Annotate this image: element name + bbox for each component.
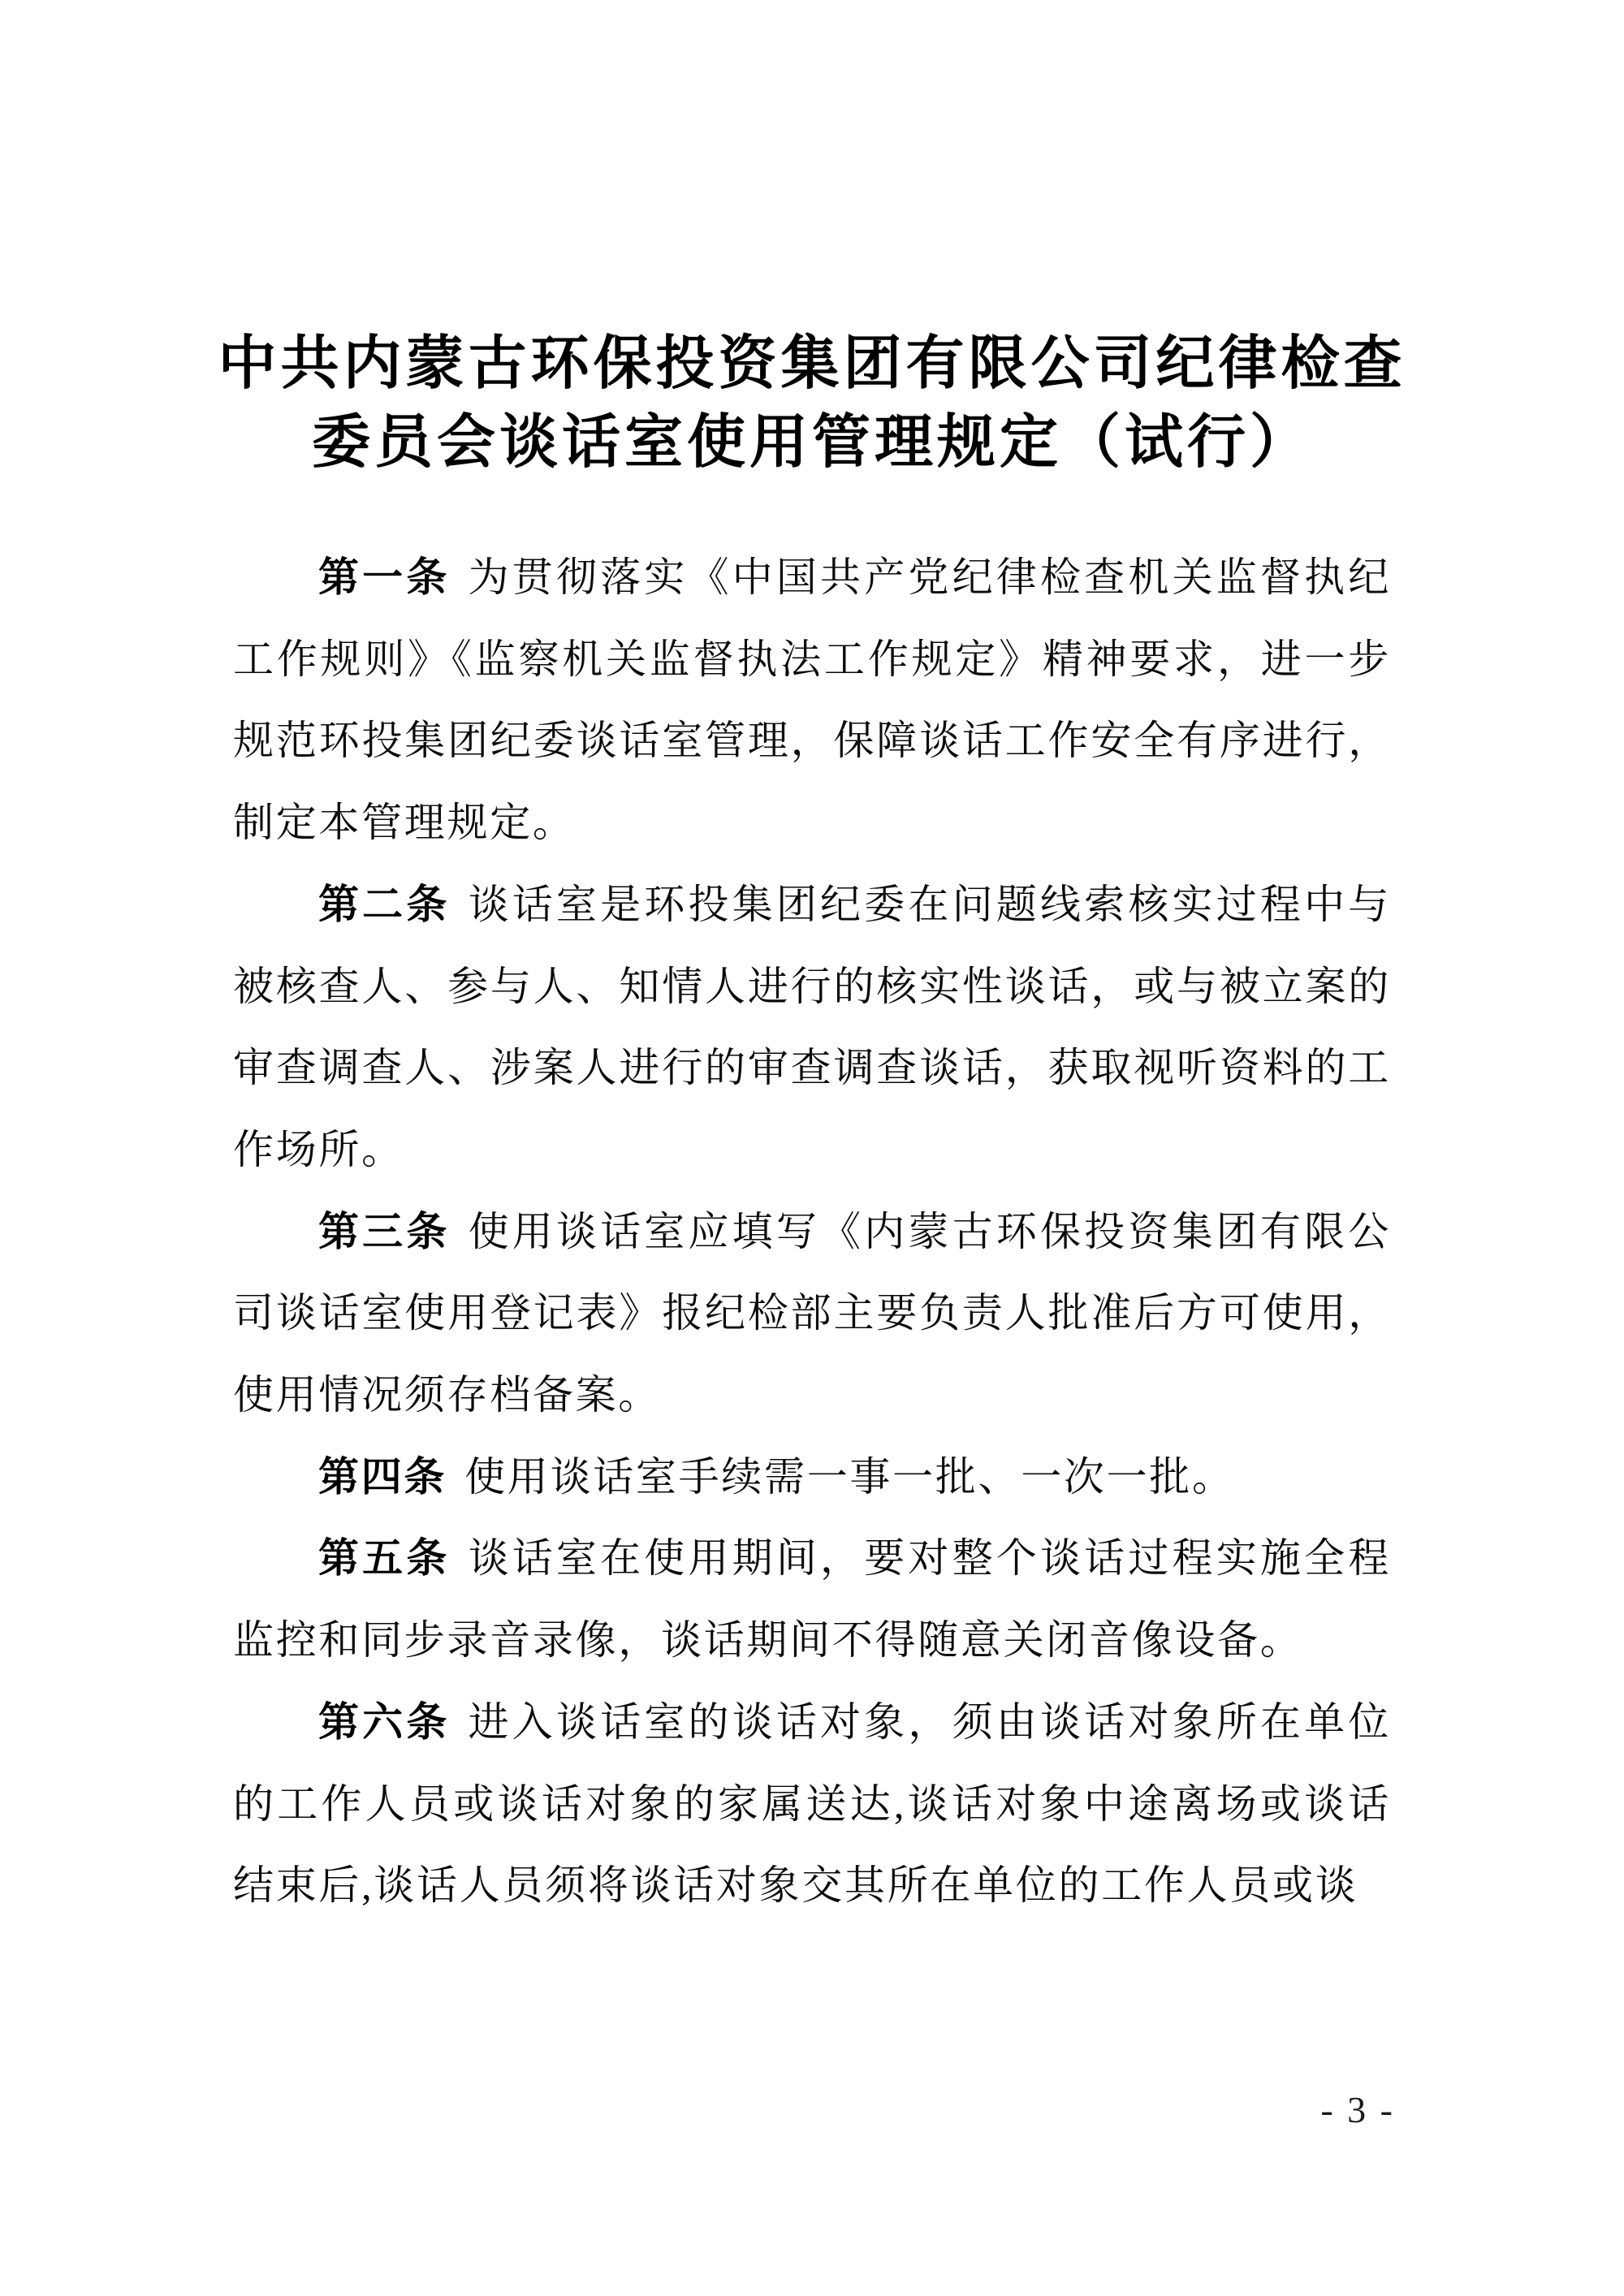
document-body [233, 537, 1391, 1927]
article-number-label: 第四条 [318, 1453, 447, 1500]
document-title-line-2: 委员会谈话室使用管理规定（试行） [311, 410, 1312, 476]
article-text: 谈话室是环投集团纪委在问题线索核实过程中与被核查人、参与人、知情人进行的核实性谈话，或与被立案的审查调查人、涉案人进行的审查调查谈话，获取视听资料的工作场所。 [233, 881, 1391, 1172]
article-number-label: 第五条 [318, 1535, 451, 1582]
article-number-label: 第六条 [318, 1698, 451, 1745]
article-paragraph-5 [233, 1517, 1391, 1681]
document-title [0, 325, 1624, 482]
article-paragraph-2 [233, 864, 1391, 1191]
article-text: 进入谈话室的谈话对象，须由谈话对象所在单位的工作人员或谈话对象的家属送达,谈话对象中途离场或谈话结束后,谈话人员须将谈话对象交其所在单位的工作人员或谈 [233, 1698, 1391, 1909]
article-text: 使用谈话室应填写《内蒙古环保投资集团有限公司谈话室使用登记表》报纪检部主要负责人批准后方可使用，使用情况须存档备案。 [233, 1208, 1391, 1418]
article-paragraph-1 [233, 537, 1391, 864]
article-paragraph-4 [233, 1436, 1391, 1518]
article-number-label: 第三条 [318, 1208, 451, 1254]
article-paragraph-6 [233, 1681, 1391, 1927]
article-text: 使用谈话室手续需一事一批、一次一批。 [464, 1453, 1235, 1500]
article-number-label: 第一条 [318, 555, 451, 600]
article-text: 谈话室在使用期间，要对整个谈话过程实施全程监控和同步录音录像，谈话期间不得随意关闭音像设备。 [233, 1535, 1391, 1664]
article-number-label: 第二条 [318, 881, 451, 927]
document-title-line-1: 中共内蒙古环保投资集团有限公司纪律检查 [218, 331, 1406, 397]
article-text: 为贯彻落实《中国共产党纪律检查机关监督执纪工作规则》《监察机关监督执法工作规定》精神要求，进一步规范环投集团纪委谈话室管理，保障谈话工作安全有序进行，制定本管理规定。 [233, 555, 1391, 846]
article-paragraph-3 [233, 1191, 1391, 1436]
page-number: - 3 - [1320, 2089, 1395, 2130]
